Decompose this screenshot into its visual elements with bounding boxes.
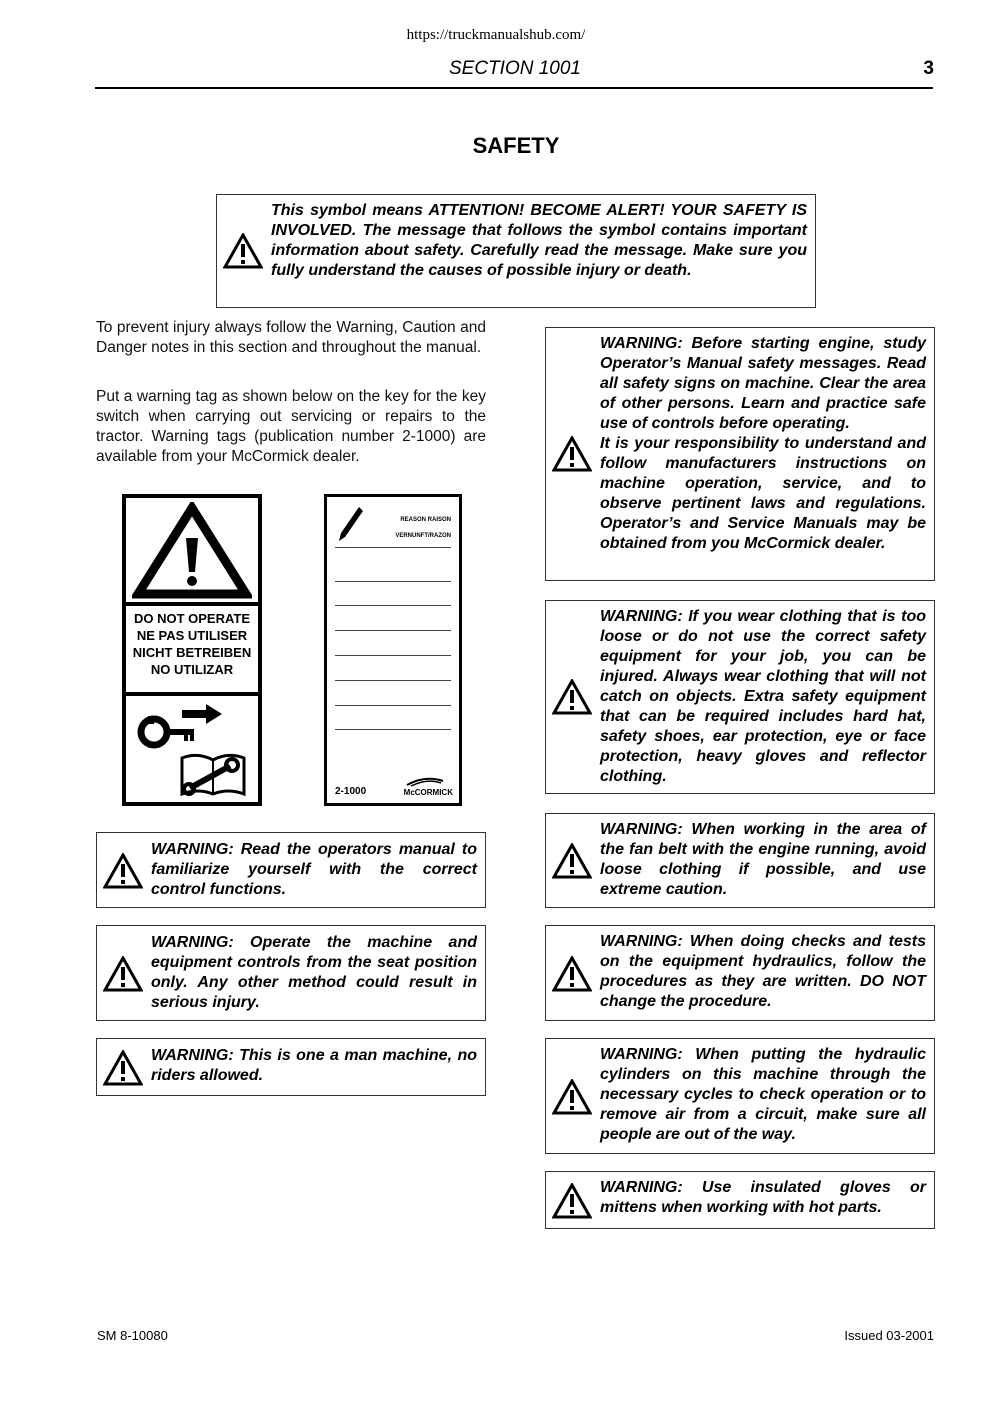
warning-text: WARNING: When putting the hydraulic cylinders on this machine through the necessary cycles to check operation or to remove air from a circuit, make sure all people are out of the way.	[600, 1046, 926, 1143]
large-warning-triangle-icon	[132, 502, 252, 600]
mccormick-logo	[391, 777, 453, 797]
warning-triangle-icon	[552, 679, 592, 715]
tag-lang-line: NE PAS UTILISER	[136, 628, 248, 643]
warning-text	[600, 334, 926, 554]
warning-text: WARNING: This is one a man machine, no riders allowed.	[151, 1047, 477, 1084]
section-title: SECTION 1001	[449, 58, 581, 79]
intro-paragraph: To prevent injury always follow the Warning, Caution and Danger notes in this section and throughout the manual.	[96, 319, 486, 356]
reason-label-translations: VERNUNFT/RAZON	[395, 533, 451, 539]
pen-icon	[335, 505, 365, 545]
warning-text: WARNING: When working in the area of the fan belt with the engine running, avoid loose clothing if possible, and use extreme caution.	[600, 821, 926, 898]
warning-text: WARNING: If you wear clothing that is too loose or do not use the correct safety equipment for your job, you can be injured. Always wear clothing that will not catch on objects. Extra safety equipment that can be required includes hard hat, safety shoes, ear protection, eye or face protection, heavy gloves and reflector clothing.	[600, 608, 926, 785]
warning-tag-front	[122, 494, 262, 806]
warning-box	[545, 600, 935, 794]
warning-box	[545, 813, 935, 908]
mccormick-logo-text: McCORMICK	[403, 788, 453, 797]
footer-doc-number: SM 8-10080	[97, 1328, 168, 1343]
mccormick-logo-mark	[405, 777, 445, 787]
warning-text: WARNING: When doing checks and tests on the equipment hydraulics, follow the procedures as they are written. DO NOT change the procedure.	[600, 933, 926, 1010]
warning-box	[96, 832, 486, 908]
source-url: https://truckmanualshub.com/	[406, 27, 586, 43]
tag-number: 2-1000	[335, 786, 367, 797]
key-ignition-icon	[134, 702, 226, 752]
warning-triangle-icon	[552, 1079, 592, 1115]
warning-box	[545, 1038, 935, 1154]
reason-label: REASON RAISON	[400, 517, 451, 523]
tag-lang-line: DO NOT OPERATE	[133, 611, 251, 626]
footer-issue-date: Issued 03-2001	[844, 1328, 934, 1343]
intro-safety-box	[216, 194, 816, 308]
warning-triangle-icon	[552, 1183, 592, 1219]
warning-box	[545, 327, 935, 581]
warning-triangle-icon	[552, 436, 592, 472]
page-title: SAFETY	[472, 133, 560, 158]
tag-paragraph: Put a warning tag as shown below on the key for the key switch when carrying out servicing or repairs to the tractor. Warning tags (publication number 2-1000) are available from your McCormick dealer.	[96, 388, 486, 465]
warning-box	[96, 1038, 486, 1096]
page-number: 3	[923, 58, 934, 79]
warning-text: WARNING: Read the operators manual to familiarize yourself with the correct control functions.	[151, 841, 477, 898]
warning-box	[545, 925, 935, 1021]
warning-text-part: It is your responsibility to understand and follow manufacturers instructions on machine operation, service, and to observe pertinent laws and regulations. Operator’s and Service Manuals may be obtained from you McCormick dealer.	[600, 435, 926, 552]
warning-tag-back	[324, 494, 462, 806]
tag-lang-line: NO UTILIZAR	[150, 662, 234, 677]
warning-triangle-icon	[552, 956, 592, 992]
intro-safety-text: This symbol means ATTENTION! BECOME ALERT! YOUR SAFETY IS INVOLVED. The message that follows the symbol contains important information about safety. Carefully read the message. Make sure you fully understand the causes of possible injury or death.	[271, 202, 807, 279]
warning-triangle-icon	[103, 853, 143, 889]
header-rule	[95, 87, 933, 89]
warning-text-part: WARNING: Before starting engine, study Operator’s Manual safety messages. Read all safety signs on machine. Clear the area of other persons. Learn and practice safe use of controls before operating.	[600, 335, 926, 432]
warning-triangle-icon	[552, 843, 592, 879]
warning-triangle-icon	[103, 1050, 143, 1086]
manual-wrench-icon	[178, 748, 248, 798]
tag-lang-line: NICHT BETREIBEN	[132, 645, 252, 660]
warning-triangle-icon	[223, 233, 263, 269]
warning-text: WARNING: Use insulated gloves or mittens when working with hot parts.	[600, 1179, 926, 1216]
warning-box	[96, 925, 486, 1021]
warning-box	[545, 1171, 935, 1229]
warning-text: WARNING: Operate the machine and equipment controls from the seat position only. Any other method could result in serious injury.	[151, 934, 477, 1011]
warning-triangle-icon	[103, 956, 143, 992]
